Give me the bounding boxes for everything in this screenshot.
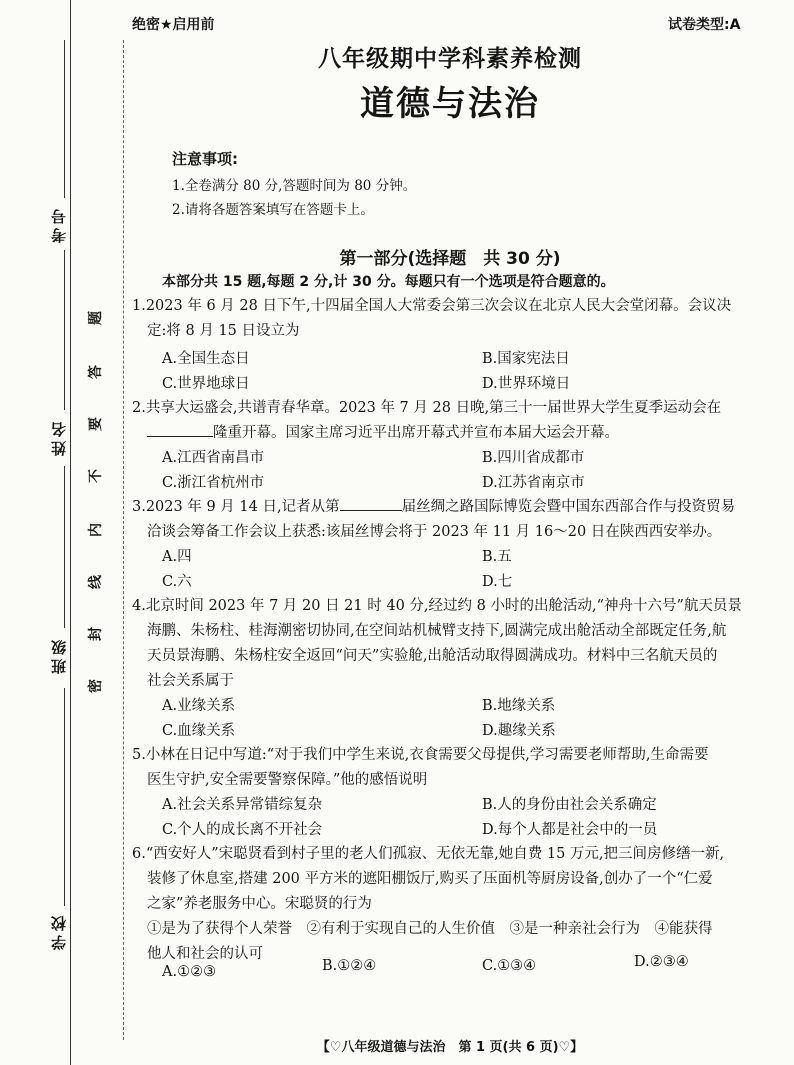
exam-number-label: 考号 [50,205,68,243]
option-b: B.国家宪法日 [482,351,570,367]
question-statements: ①是为了获得个人荣誉 ②有利于实现自己的人生价值 ③是一种亲社会行为 ④能获得 [147,921,713,937]
option-b: B.地缘关系 [482,698,556,714]
option-c: C.个人的成长离不开社会 [162,822,323,838]
seal-char: 题 [88,311,104,325]
option-a: A.全国生态日 [162,351,250,367]
question-text: 医生守护,安全需要警察保障。”他的感悟说明 [147,772,428,788]
option-c: C.血缘关系 [162,723,236,739]
question-text: 海鹏、朱杨柱、桂海潮密切协同,在空间站机械臂支持下,圆满完成出舱活动全部既定任务,航 [147,623,727,639]
option-d: D.江苏省南京市 [482,475,585,491]
class-line [64,466,65,628]
question-text: 届丝绸之路国际博览会暨中国东西部合作与投资贸易 [401,499,736,515]
question-statements: 他人和社会的认可 [147,946,263,962]
option-c: C.浙江省杭州市 [162,475,265,491]
option-a: A.江西省南昌市 [162,450,265,466]
question-text: 5.小林在日记中写道:“对于我们中学生来说,衣食需要父母提供,学习需要老师帮助,生命需要 [132,747,709,763]
exam-number-line [64,40,65,198]
question-text: 之家”养老服务中心。宋聪贤的行为 [147,896,372,912]
part-title: 第一部分(选择题 共 30 分) [339,249,561,269]
question-text: 6.“西安好人”宋聪贤看到村子里的老人们孤寂、无依无靠,她自费 15 万元,把三间房修缮一新, [132,846,725,862]
question-text: 装修了休息室,搭建 200 平方米的遮阳棚饭厅,购买了压面机等厨房设备,创办了一个“仁爱 [147,871,713,887]
paper-type: 试卷类型:A [668,17,741,33]
option-d: D.每个人都是社会中的一员 [482,822,658,838]
name-line [64,250,65,410]
answer-blank [340,496,402,511]
option-b: B.①②④ [322,958,377,974]
option-d: D.②③④ [634,954,689,970]
question-text: 洽谈会筹备工作会议上获悉:该届丝博会将于 2023 年 11 月 16～20 日在陕西西安举办。 [147,524,722,540]
question-text: 天员景海鹏、朱杨柱安全返回“问天”实验舱,出舱活动取得圆满成功。材料中三名航天员的 [147,648,718,664]
seal-char: 答 [88,365,104,379]
question-text: 隆重开幕。国家主席习近平出席开幕式并宣布本届大运会开幕。 [213,425,619,441]
option-a: A.四 [162,549,192,565]
question-text: 2.共享大运盛会,共谱青春华章。2023 年 7 月 28 日晚,第三十一届世界大学生夏季运动会在 [132,400,722,416]
question-1 [132,294,782,344]
subject-title: 道德与法治 [360,84,540,124]
seal-char: 封 [88,627,104,641]
option-c: C.世界地球日 [162,376,250,392]
confidential-mark: 绝密★启用前 [132,17,215,33]
option-a: A.社会关系异常错综复杂 [162,797,323,813]
question-4 [132,594,782,694]
seal-char: 不 [88,469,104,483]
page-footer: 【♡八年级道德与法治 第 1 页(共 6 页)♡】 [316,1040,584,1055]
seal-char: 内 [88,523,104,537]
seal-char: 线 [88,575,104,589]
option-d: D.七 [482,574,513,590]
option-b: B.四川省成都市 [482,450,585,466]
option-d: D.世界环境日 [482,376,571,392]
option-a: A.①②③ [162,964,217,980]
question-2 [132,396,782,446]
notes-title: 注意事项: [172,150,238,168]
question-text: 4.北京时间 2023 年 7 月 20 日 21 时 40 分,经过约 8 小时的出舱活动,“神舟十六号”航天员景 [132,598,742,614]
option-a: A.业缘关系 [162,698,236,714]
option-b: B.人的身份由社会关系确定 [482,797,657,813]
seal-char: 密 [88,679,104,693]
name-label: 姓名 [50,418,68,456]
exam-title: 八年级期中学科素养检测 [318,46,582,72]
seal-char: 要 [88,417,104,431]
question-text: 社会关系属于 [147,673,234,689]
question-6 [132,842,782,967]
question-text: 定:将 8 月 15 日设立为 [147,323,300,339]
option-c: C.六 [162,574,192,590]
school-label: 学校 [50,912,68,950]
class-label: 班级 [50,636,68,674]
part-description: 本部分共 15 题,每题 2 分,计 30 分。每题只有一个选项是符合题意的。 [162,274,615,290]
question-3 [132,495,782,545]
option-b: B.五 [482,549,512,565]
binding-fold-line [70,0,71,1065]
question-text: 1.2023 年 6 月 28 日下午,十四届全国人大常委会第三次会议在北京人民大会堂闭幕。会议决 [132,298,732,314]
note-item: 1.全卷满分 80 分,答题时间为 80 分钟。 [172,178,417,194]
note-item: 2.请将各题答案填写在答题卡上。 [172,202,374,218]
school-line [64,688,65,906]
answer-blank [147,422,213,437]
question-5 [132,743,782,793]
option-c: C.①③④ [482,958,537,974]
option-d: D.趣缘关系 [482,723,556,739]
seal-dashed-line [123,40,124,1040]
question-text: 3.2023 年 9 月 14 日,记者从第 [132,499,340,515]
